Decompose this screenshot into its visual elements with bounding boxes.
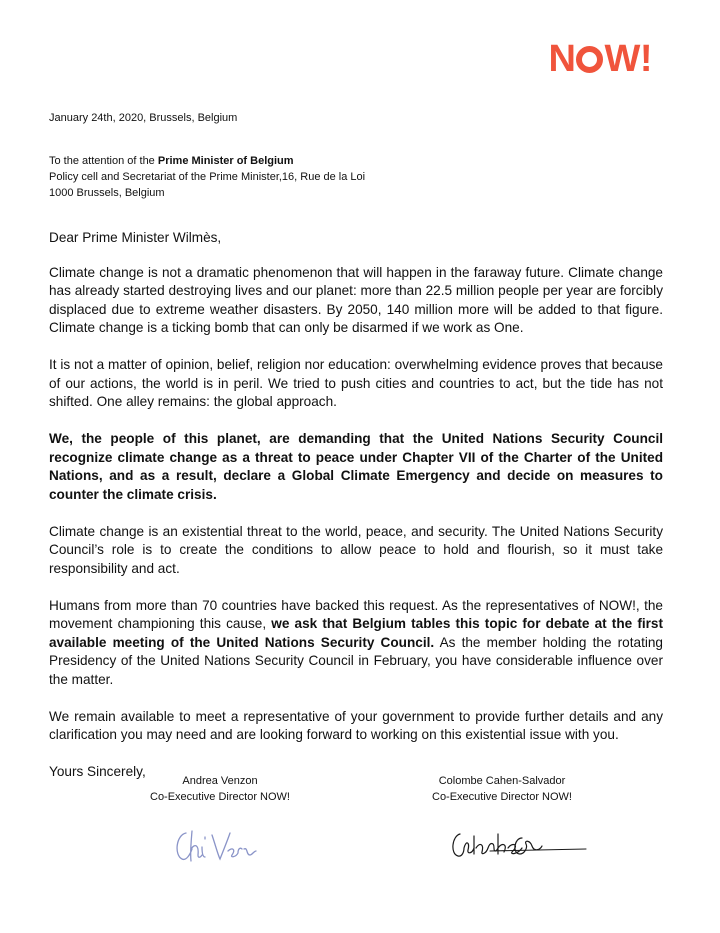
- paragraph-3-demand: We, the people of this planet, are demanding that the United Nations Security Council recognize climate change as a threat to peace under Chapter VII of the Charter of the United Nations, and as a result, declare a Global Climate Emergency and decide on measures to counter the climate crisis.: [49, 431, 663, 502]
- signature-right-icon: [450, 828, 590, 864]
- attention-prefix: To the attention of the: [49, 155, 158, 167]
- date-line: January 24th, 2020, Brussels, Belgium: [49, 112, 238, 124]
- paragraph-5: [49, 597, 663, 690]
- logo-text-suffix: W!: [604, 38, 652, 80]
- now-logo: [549, 40, 652, 78]
- signature-left-icon: [172, 825, 262, 867]
- letter-body: [49, 229, 663, 800]
- paragraph-2: It is not a matter of opinion, belief, religion nor education: overwhelming evidence proves that because of our actions, the world is in peril. We tried to push cities and countries to act, but the tide has not shifted. One alley remains: the global approach.: [49, 357, 663, 409]
- recipient-address: [49, 153, 365, 201]
- logo-text-prefix: N: [548, 38, 576, 80]
- paragraph-1: Climate change is not a dramatic phenomenon that will happen in the faraway future. Climate change has already started destroying lives and our planet: more than 22.5 million people per year are forcibly displaced due to extreme weather disasters. By 2050, 140 million more will be added to that figure. Climate change is a ticking bomb that can only be disarmed if we work as One.: [49, 264, 663, 335]
- attention-line: [49, 153, 365, 169]
- paragraph-6: We remain available to meet a representative of your government to provide further details and any clarification you may need and are looking forward to working on this existential issue with you.: [49, 708, 663, 742]
- address-line-3: 1000 Brussels, Belgium: [49, 187, 165, 199]
- logo-o-icon: [576, 46, 603, 73]
- paragraph-5-part-c: As the member holding the rotating Presidency of the United Nations Security Council in February, you have considerable influence over the matter.: [49, 634, 663, 687]
- paragraph-5-part-a: Humans from more than 70 countries have backed this request. As the representatives of NOW!, the movement championing this cause,: [49, 597, 663, 631]
- signatory-left-title: Co-Executive Director NOW!: [150, 791, 290, 803]
- signatory-right: [372, 773, 632, 805]
- signatory-left: [90, 773, 350, 805]
- closing: Yours Sincerely,: [49, 764, 146, 779]
- salutation: Dear Prime Minister Wilmès,: [49, 230, 222, 245]
- address-line-2: Policy cell and Secretariat of the Prime Minister,16, Rue de la Loi: [49, 171, 366, 183]
- paragraph-5-request: we ask that Belgium tables this topic for debate at the first available meeting of the United Nations Security Council.: [49, 616, 663, 650]
- signatory-right-name: Colombe Cahen-Salvador: [438, 775, 566, 787]
- signatory-right-title: Co-Executive Director NOW!: [432, 791, 572, 803]
- signatory-left-name: Andrea Venzon: [182, 775, 258, 787]
- paragraph-4: Climate change is an existential threat to the world, peace, and security. The United Nations Security Council’s role is to create the conditions to allow peace to hold and flourish, so it must take responsibility and act.: [49, 523, 663, 576]
- attention-name: Prime Minister of Belgium: [157, 155, 294, 167]
